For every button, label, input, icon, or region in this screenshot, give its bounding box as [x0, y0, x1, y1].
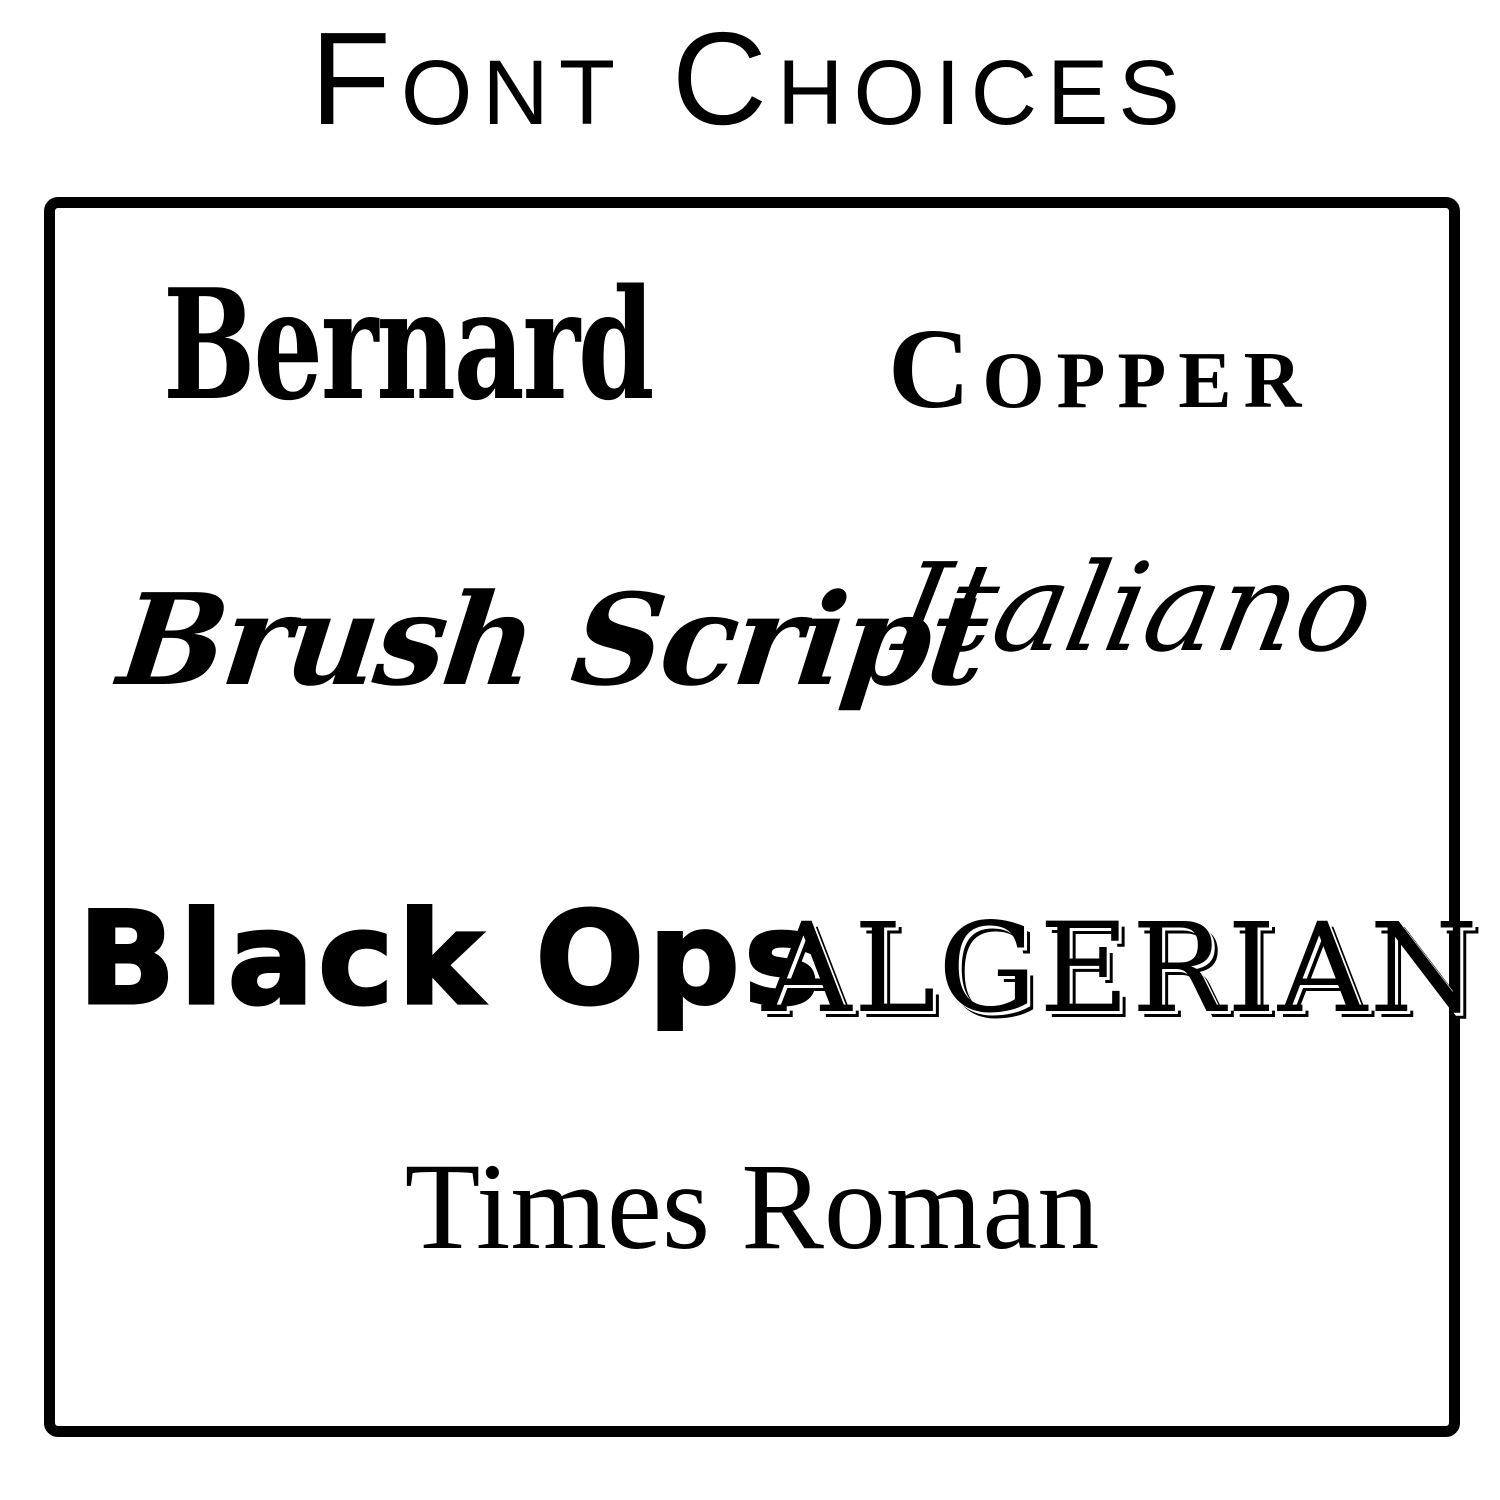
- font-sample-italiano: Italiano: [884, 537, 1386, 679]
- font-sample-times-roman: Times Roman: [404, 1138, 1100, 1275]
- font-sample-bernard: Bernard: [163, 255, 653, 434]
- font-sample-brush-script: Brush Script: [111, 566, 994, 714]
- font-sample-black-ops: Black Ops: [78, 885, 824, 1034]
- font-samples-box: [44, 197, 1480, 1437]
- font-sample-copper: Copper: [888, 305, 1314, 432]
- font-sample-algerian: ALGERIAN: [762, 897, 1480, 1041]
- page-title: Font Choices: [310, 5, 1190, 152]
